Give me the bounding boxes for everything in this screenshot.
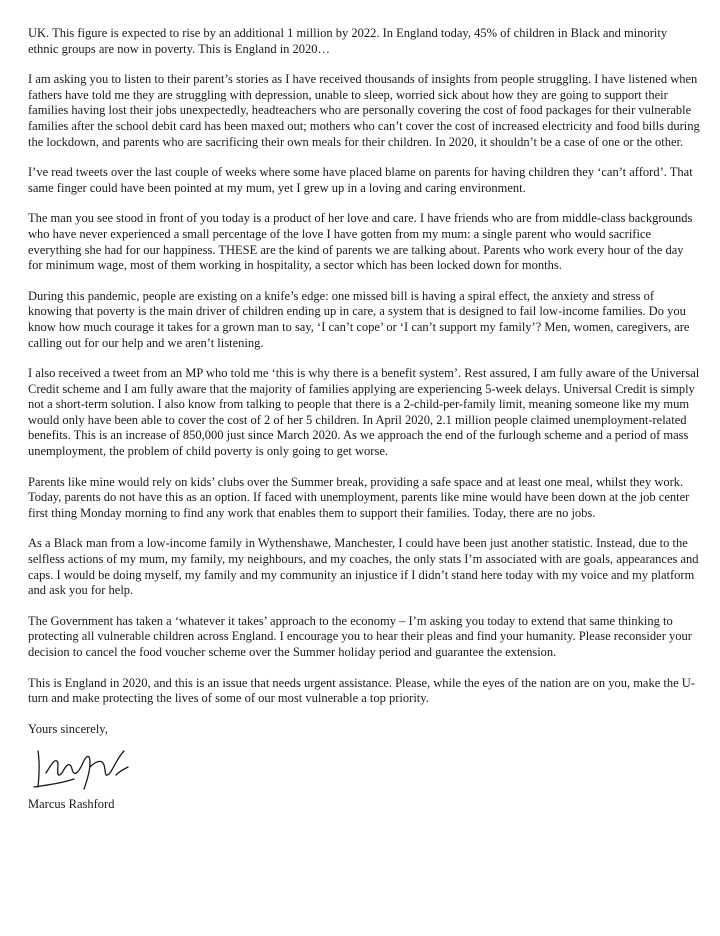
letter-paragraph-2: I am asking you to listen to their parent’s stories as I have received thousands of insights from people struggling. I have listened when fathers have told me they are struggling with depression, unable to sleep, worried sick about how they are going to support their families having lost their jobs unexpectedly, headteachers who are personally covering the cost of food packages for their vulnerable families after the school debit card has been maxed out; mothers who can’t cover the cost of increased electricity and food bills during the lockdown, and parents who are sacrificing their own meals for their children. In 2020, it shouldn’t be a case of one or the other.: [28, 72, 700, 149]
letter-page: [28, 26, 700, 828]
letter-paragraph-1: UK. This figure is expected to rise by an additional 1 million by 2022. In England today, 45% of children in Black and minority ethnic groups are now in poverty. This is England in 2020…: [28, 26, 668, 56]
letter-closing: Yours sincerely,: [28, 721, 108, 736]
handwritten-signature-icon: [32, 743, 132, 793]
letter-paragraph-10: This is England in 2020, and this is an issue that needs urgent assistance. Please, while the eyes of the nation are on you, make the U-turn and make protecting the lives of some of our most vulnerable a top priority.: [28, 675, 695, 706]
letter-paragraph-4: The man you see stood in front of you today is a product of her love and care. I have friends who are from middle-class backgrounds who have never experienced a small percentage of the love I have gotten from my mum: a single parent who would sacrifice everything she had for our happiness. THESE are the kind of parents we are talking about. Parents who work every hour of the day for minimum wage, most of them working in hospitality, a sector which has been locked down for months.: [28, 211, 693, 273]
letter-paragraph-9: The Government has taken a ‘whatever it takes’ approach to the economy – I’m asking you today to extend that same thinking to protecting all vulnerable children across England. I encourage you to hear their pleas and find your humanity. Please reconsider your decision to cancel the food voucher scheme over the Summer holiday period and guarantee the extension.: [28, 613, 692, 659]
letter-paragraph-7: Parents like mine would rely on kids’ clubs over the Summer break, providing a safe space and at least one meal, whilst they work. Today, parents do not have this as an option. If faced with unemployment, parents like mine would have been down at the job center first thing Monday morning to find any work that enables them to support their families. Today, there are no jobs.: [28, 474, 690, 520]
signer-name: Marcus Rashford: [28, 797, 115, 812]
letter-paragraph-5: During this pandemic, people are existing on a knife’s edge: one missed bill is having a spiral effect, the anxiety and stress of knowing that poverty is the main driver of children ending up in care, a system that is designed to fail low-income families. Do you know how much courage it takes for a grown man to say, ‘I can’t cope’ or ‘I can’t support my family’? Men, women, caregivers, are calling out for our help and we aren’t listening.: [28, 288, 690, 350]
letter-paragraph-6: I also received a tweet from an MP who told me ‘this is why there is a benefit system’. Rest assured, I am fully aware of the Universal Credit scheme and I am fully aware that the majority of families applying are experiencing 5-week delays. Universal Credit is simply not a short-term solution. I also know from talking to people that there is a 2-child-per-family limit, meaning someone like my mum would only have been able to cover the cost of 2 of her 5 children. In April 2020, 2.1 million people claimed unemployment-related benefits. This is an increase of 850,000 just since March 2020. As we approach the end of the furlough scheme and a period of mass unemployment, the problem of child poverty is only going to get worse.: [28, 366, 700, 459]
letter-paragraph-3: I’ve read tweets over the last couple of weeks where some have placed blame on parents for having children they ‘can’t afford’. That same finger could have been pointed at my mum, yet I grew up in a loving and caring environment.: [28, 165, 693, 195]
letter-paragraph-8: As a Black man from a low-income family in Wythenshawe, Manchester, I could have been just another statistic. Instead, due to the selfless actions of my mum, my family, my neighbours, and my coaches, the only stats I’m associated with are goals, appearances and caps. I would be doing myself, my family and my community an injustice if I didn’t stand here today with my voice and my platform and ask you for help.: [28, 536, 699, 598]
